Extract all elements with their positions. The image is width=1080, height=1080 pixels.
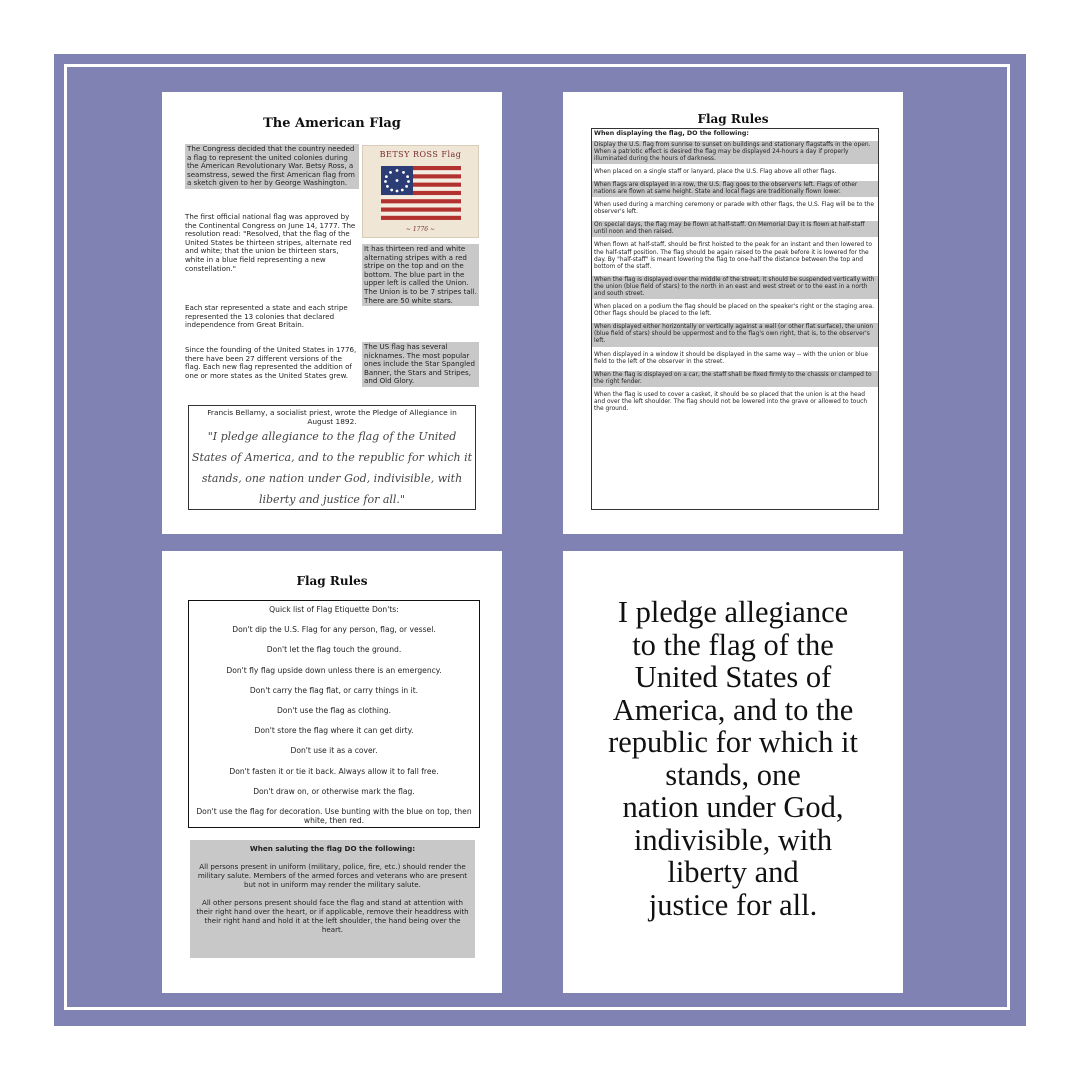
- pledge-line: nation under God,: [622, 790, 844, 824]
- dont-item: Don't let the flag touch the ground.: [266, 645, 402, 655]
- page-flag-rules-display: [563, 92, 903, 534]
- page-title: Flag Rules: [697, 112, 769, 126]
- rule-item: On special days, the flag may be flown at half-staff. On Memorial Day it is flown at half-staff until noon and then raised.: [592, 221, 878, 237]
- salute-paragraph: All other persons present should face the flag and stand at attention with their right hand over the heart, or if applicable, remove their headdress with their right hand and hold it at the left shoulder, the hand being over the heart.: [196, 898, 469, 934]
- rule-item: When placed on a single staff or lanyard, place the U.S. Flag above all other flags.: [594, 168, 837, 175]
- dont-item: Don't store the flag where it can get dirty.: [254, 726, 414, 736]
- rule-item: When the flag is displayed on a car, the staff shall be fixed firmly to the chassis or clamped to the right fender.: [592, 371, 878, 387]
- rule-item: When placed on a podium the flag should be placed on the speaker's right or the staging area. Other flags should be placed to the left.: [594, 304, 875, 318]
- dont-item: Don't fasten it or tie it back. Always allow it to fall free.: [229, 766, 439, 776]
- dont-item: Don't carry the flag flat, or carry things in it.: [249, 685, 419, 695]
- donts-box: [188, 600, 480, 828]
- versions-paragraph: [185, 346, 357, 380]
- pledge-quote: "I pledge allegiance to the flag of the United States of America, and to the republic for which it stands, one nation under God, indivisible, with liberty and justice for all.": [191, 430, 473, 506]
- donts-heading: Quick list of Flag Etiquette Don'ts:: [269, 605, 399, 614]
- stripes-paragraph: [362, 244, 479, 306]
- intro-paragraph: [185, 144, 359, 189]
- pledge-line: justice for all.: [648, 887, 818, 922]
- dont-item: Don't dip the U.S. Flag for any person, flag, or vessel.: [232, 625, 436, 635]
- pledge-line: United States of: [634, 660, 832, 694]
- dont-item: Don't use it as a cover.: [290, 746, 378, 756]
- paragraph-text: The US flag has several nicknames. The most popular ones include the Star Spangled Banner, the Stars and Stripes, and Old Glory.: [364, 342, 475, 386]
- betsy-ross-flag-icon: [381, 166, 461, 220]
- dont-item: Don't use the flag for decoration. Use bunting with the blue on top, then white, then red.: [196, 807, 472, 826]
- pledge-line: America, and to the: [612, 692, 854, 727]
- paragraph-text: The first official national flag was approved by the Continental Congress on June 14, 1777. The resolution read: "Resolved, that the flag of the United States be thirteen stripes, alternate red and white; that the union be thirteen stars, white in a blue field representing a new constellation.": [185, 212, 356, 273]
- rule-item: When used during a marching ceremony or parade with other flags, the U.S. Flag will be to the observer's left.: [594, 202, 875, 216]
- salute-paragraph: All persons present in uniform (military, police, fire, etc.) should render the military salute. Members of the armed forces and veterans who are present but not in uniform may render the military salute.: [197, 862, 468, 889]
- rule-item: When the flag is used to cover a casket, it should be so placed that the union is at the head and over the left shoulder. The flag should not be lowered into the grave or allowed to touch the ground.: [594, 391, 868, 413]
- nicknames-paragraph: [362, 342, 479, 387]
- pledge-intro: Francis Bellamy, a socialist priest, wrote the Pledge of Allegiance in August 1892.: [207, 408, 457, 426]
- rule-item: When displayed in a window it should be displayed in the same way -- with the union or blue field to the left of the observer in the street.: [594, 351, 868, 365]
- dont-item: Don't fly flag upside down unless there is an emergency.: [226, 665, 442, 675]
- pledge-poster-text: [569, 596, 897, 921]
- stars-paragraph: [185, 304, 357, 330]
- rule-item: When flags are displayed in a row, the U.S. flag goes to the observer's left. Flags of other nations are flown at same height. State and local flags are traditionally flown lower.: [592, 181, 878, 197]
- rule-item: Display the U.S. flag from sunrise to sunset on buildings and stationary flagstaffs in the open. When a patriotic effect is desired the flag may be displayed 24-hours a day if properly illuminated during the hours of darkness.: [592, 141, 878, 164]
- paragraph-text: It has thirteen red and white alternating stripes with a red stripe on the top and on the bottom. The blue part in the upper left is called the Union. The Union is to be 7 stripes tall. There are 50 white stars.: [364, 244, 477, 305]
- page-title: Flag Rules: [296, 574, 368, 588]
- page-american-flag: [162, 92, 502, 534]
- dont-item: Don't use the flag as clothing.: [276, 706, 392, 716]
- paragraph-text: Each star represented a state and each stripe represented the 13 colonies that declared independence from Great Britain.: [185, 303, 348, 330]
- paragraph-text: The Congress decided that the country needed a flag to represent the united colonies during the American Revolutionary War. Betsy Ross, a seamstress, sewed the first American flag from a sketch given to her by George Washington.: [187, 144, 355, 188]
- paragraph-text: Since the founding of the United States in 1776, there have been 27 different versions of the flag. Each new flag represented the addition of one or more states as the United States grew.: [185, 345, 357, 380]
- pledge-line: stands, one: [665, 757, 801, 792]
- pledge-box: [188, 405, 476, 510]
- salute-header: When saluting the flag DO the following:: [249, 844, 416, 853]
- rule-item: When displayed either horizontally or vertically against a wall (or other flat surface), the union (blue field of stars) should be uppermost and to the flag's own right, that is, to the observer's left.: [592, 323, 878, 346]
- pledge-line: liberty and: [667, 855, 799, 889]
- pledge-line: indivisible, with: [633, 822, 833, 857]
- resolution-paragraph: [185, 213, 357, 273]
- display-rules-box: [591, 128, 879, 510]
- flag-year: ~ 1776 ~: [405, 226, 436, 233]
- betsy-ross-flag-image: [362, 145, 479, 238]
- page-flag-rules-donts: [162, 551, 502, 993]
- rule-item: When flown at half-staff, should be first hoisted to the peak for an instant and then lowered to the half-staff position. The flag should be again raised to the peak before it is lowered for the day. By "half-staff" is meant lowering the flag to one-half the distance between the top and bottom of the staff.: [594, 242, 872, 270]
- flag-caption: BETSY ROSS Flag: [379, 150, 462, 159]
- dont-item: Don't draw on, or otherwise mark the flag.: [253, 786, 415, 796]
- pledge-line: republic for which it: [608, 725, 858, 759]
- page-pledge-poster: [563, 551, 903, 993]
- salute-box: [190, 840, 475, 958]
- pledge-line: I pledge allegiance: [617, 595, 849, 629]
- pledge-line: to the flag of the: [632, 627, 834, 662]
- page-title: The American Flag: [263, 116, 401, 131]
- rules-header: When displaying the flag, DO the following:: [594, 130, 749, 137]
- rule-item: When the flag is displayed over the middle of the street, it should be suspended vertically with the union (blue field of stars) to the north in an east and west street or to the east in a north and south street.: [592, 276, 878, 299]
